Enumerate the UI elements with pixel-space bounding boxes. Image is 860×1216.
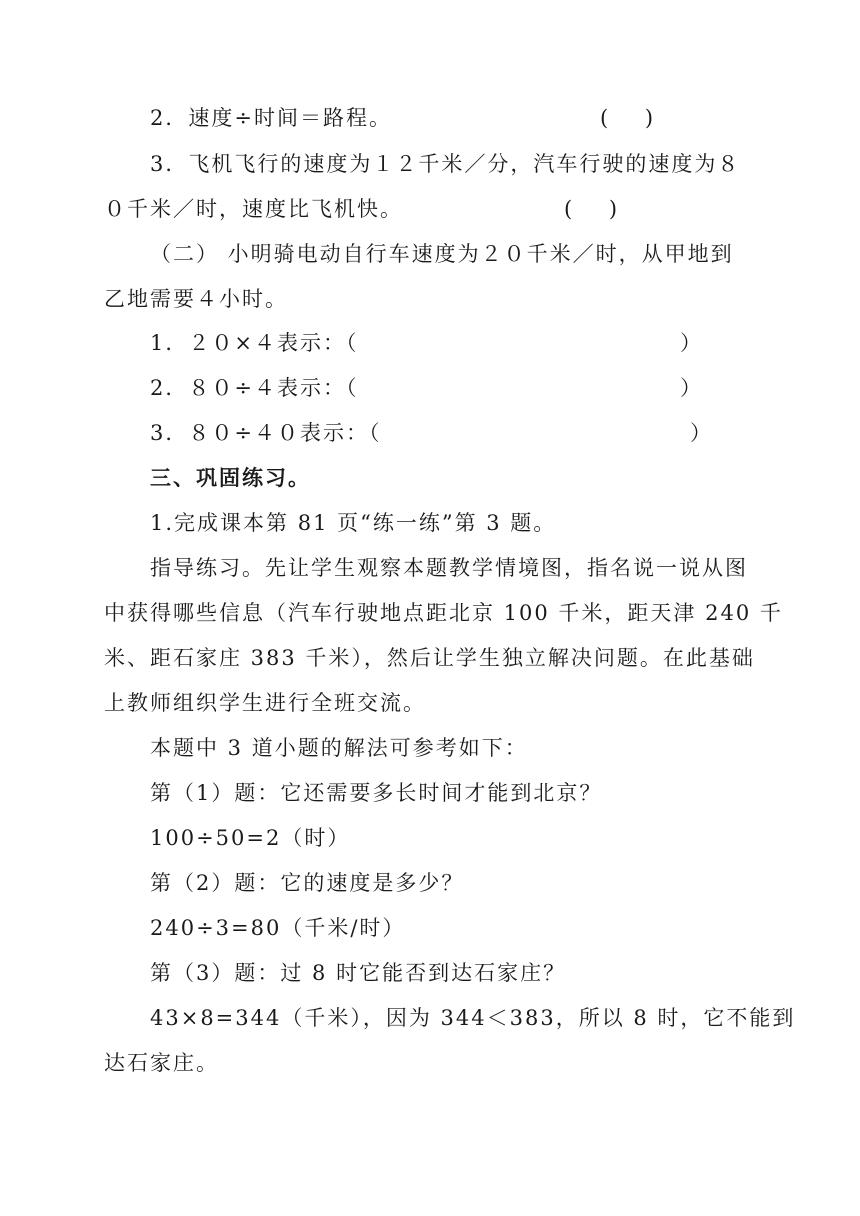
section-heading: （二） 小明骑电动自行车速度为２０千米／时，从甲地到 bbox=[150, 242, 734, 266]
text-line: 1.完成课本第 81 页“练一练”第 3 题。 bbox=[150, 511, 557, 535]
text-line: 乙地需要４小时。 bbox=[104, 287, 288, 311]
text-line: 2．速度÷时间＝路程。 bbox=[150, 106, 392, 130]
text-line: 第（2）题：它的速度是多少？ bbox=[150, 871, 465, 895]
text-line: 3．８０÷４０表示：（ bbox=[150, 421, 382, 445]
text-line: 中获得哪些信息（汽车行驶地点距北京 100 千米，距天津 240 千 bbox=[104, 601, 783, 625]
text-line: 43×8=344（千米），因为 344＜383，所以 8 时，它不能到 bbox=[150, 1006, 796, 1030]
text-line: 上教师组织学生进行全班交流。 bbox=[104, 691, 426, 715]
text-line: 指导练习。先让学生观察本题教学情境图，指名说一说从图 bbox=[150, 556, 748, 580]
answer-bracket: ( ) bbox=[564, 197, 620, 221]
text-line: 1．２０×４表示：（ bbox=[150, 331, 359, 355]
answer-bracket: ） bbox=[680, 331, 703, 355]
text-line: 3．飞机飞行的速度为１２千米／分，汽车行驶的速度为８ bbox=[150, 152, 741, 176]
answer-bracket: ） bbox=[690, 421, 713, 445]
text-line: 100÷50=2（时） bbox=[150, 826, 351, 850]
text-line: 本题中 3 道小题的解法可参考如下： bbox=[150, 736, 528, 760]
text-line: 2．８０÷４表示：（ bbox=[150, 376, 359, 400]
answer-bracket: ） bbox=[680, 376, 703, 400]
answer-bracket: ( ) bbox=[600, 106, 656, 130]
text-line: 第（1）题：它还需要多长时间才能到北京？ bbox=[150, 781, 603, 805]
text-line: 米、距石家庄 383 千米），然后让学生独立解决问题。在此基础 bbox=[104, 646, 755, 670]
text-line: 第（3）题：过 8 时它能否到达石家庄？ bbox=[150, 961, 567, 985]
section-heading: 三、巩固练习。 bbox=[150, 466, 311, 490]
text-line: 240÷3=80（千米/时） bbox=[150, 916, 406, 940]
text-line: 达石家庄。 bbox=[104, 1051, 219, 1075]
text-line: ０千米／时，速度比飞机快。 bbox=[104, 197, 403, 221]
